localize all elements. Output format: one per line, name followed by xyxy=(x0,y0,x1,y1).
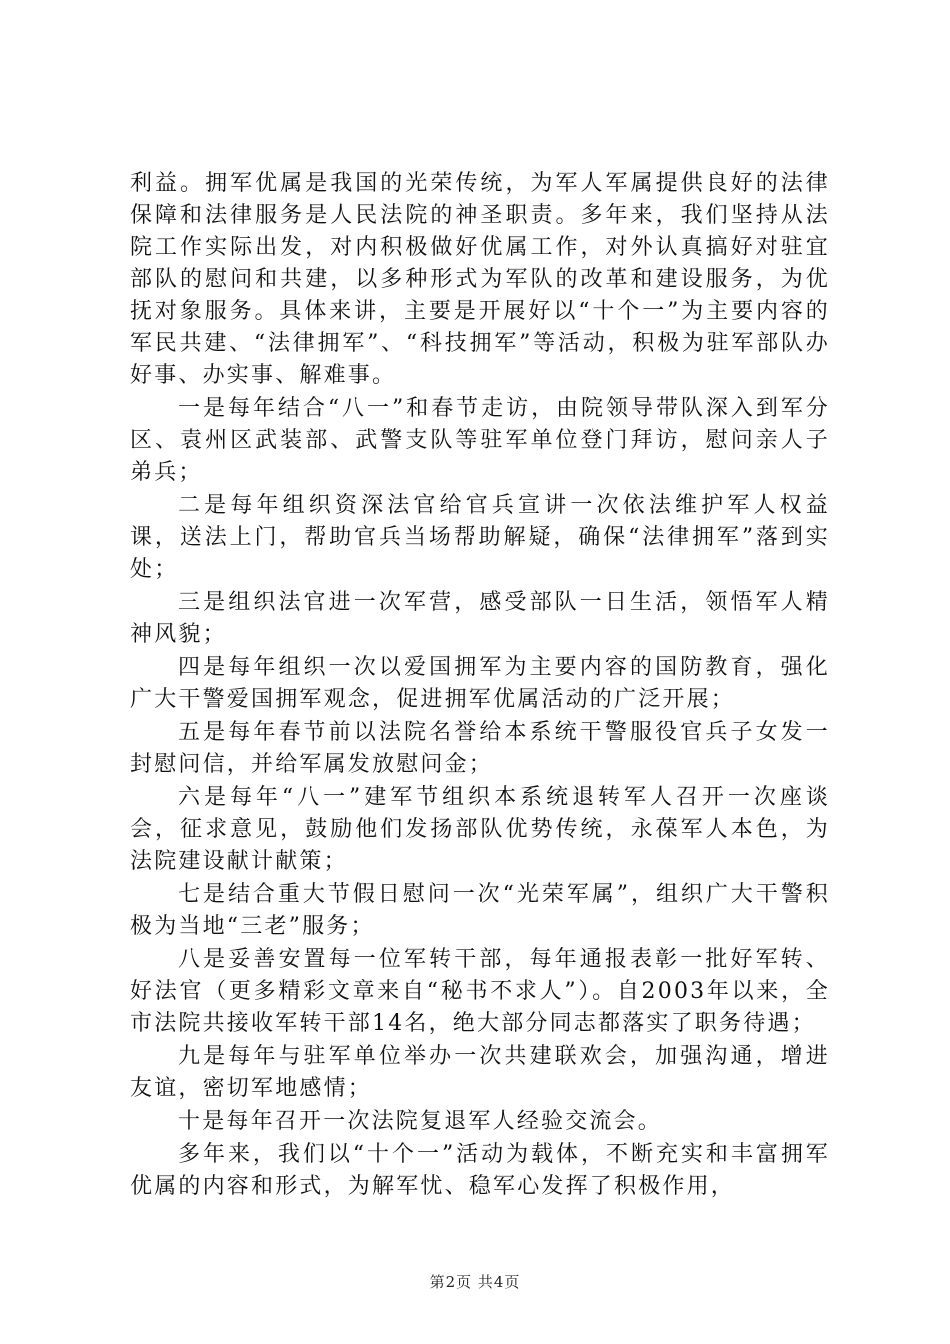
paragraph-item-3: 三是组织法官进一次军营，感受部队一日生活，领悟军人精神风貌； xyxy=(130,590,830,647)
paragraph-item-9: 九是每年与驻军单位举办一次共建联欢会，加强沟通，增进友谊，密切军地感情； xyxy=(130,1044,830,1101)
paragraph-item-1: 一是每年结合“八一”和春节走访，由院领导带队深入到军分区、袁州区武装部、武警支队等驻军单位登门拜访，慰问亲人子弟兵； xyxy=(130,396,830,485)
paragraph-item-8: 八是妥善安置每一位军转干部，每年通报表彰一批好军转、好法官（更多精彩文章来自“秘书不求人”）。自2003年以来，全市法院共接收军转干部14名，绝大部分同志都落实了职务待遇； xyxy=(130,947,830,1036)
paragraph-item-2: 二是每年组织资深法官给官兵宣讲一次依法维护军人权益课，送法上门，帮助官兵当场帮助解疑，确保“法律拥军”落到实处； xyxy=(130,493,830,582)
page-number-footer: 第2页 共4页 xyxy=(429,1273,521,1291)
paragraph-conclusion: 多年来，我们以“十个一”活动为载体，不断充实和丰富拥军优属的内容和形式，为解军忧、稳军心发挥了积极作用， xyxy=(130,1142,830,1199)
paragraph-item-4: 四是每年组织一次以爱国拥军为主要内容的国防教育，强化广大干警爱国拥军观念，促进拥军优属活动的广泛开展； xyxy=(130,655,830,712)
paragraph-item-10: 十是每年召开一次法院复退军人经验交流会。 xyxy=(178,1109,663,1134)
paragraph-item-5: 五是每年春节前以法院名誉给本系统干警服役官兵子女发一封慰问信，并给军属发放慰问金； xyxy=(130,720,830,777)
paragraph-intro: 利益。拥军优属是我国的光荣传统，为军人军属提供良好的法律保障和法律服务是人民法院的神圣职责。多年来，我们坚持从法院工作实际出发，对内积极做好优属工作，对外认真搞好对驻宜部队的慰问和共建，以多种形式为军队的改革和建设服务，为优抚对象服务。具体来讲，主要是开展好以“十个一”为主要内容的军民共建、“法律拥军”、“科技拥军”等活动，积极为驻军部队办好事、办实事、解难事。 xyxy=(130,171,830,388)
document-body xyxy=(130,168,830,1204)
paragraph-item-7: 七是结合重大节假日慰问一次“光荣军属”，组织广大干警积极为当地“三老”服务； xyxy=(130,882,830,939)
paragraph-item-6: 六是每年“八一”建军节组织本系统退转军人召开一次座谈会，征求意见，鼓励他们发扬部队优势传统，永葆军人本色，为法院建设献计献策； xyxy=(130,785,830,874)
